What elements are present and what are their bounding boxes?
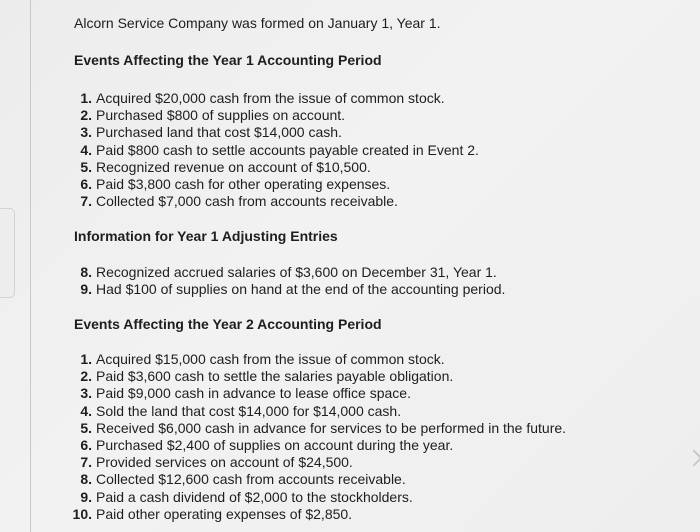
list-item-number: 3. — [80, 385, 92, 402]
list-item-number: 1. — [80, 90, 92, 106]
list-item-number: 4. — [80, 141, 92, 158]
list-item — [72, 437, 566, 454]
list-item-text: Acquired $20,000 cash from the issue of common stock. — [96, 90, 445, 106]
list-item — [72, 368, 566, 385]
list-item-number: 5. — [80, 419, 92, 436]
list-item-text: Paid $800 cash to settle accounts payable created in Event 2. — [96, 141, 479, 158]
list-item — [72, 176, 479, 193]
list-item — [72, 281, 505, 298]
list-item-number: 4. — [80, 402, 92, 419]
list-item — [72, 506, 566, 523]
list-item — [72, 471, 566, 488]
list-item-number: 7. — [80, 454, 92, 471]
list-item-number: 2. — [80, 368, 92, 385]
list-item-text: Provided services on account of $24,500. — [96, 454, 353, 471]
list-item — [72, 385, 566, 402]
adjusting-entries-list — [72, 264, 505, 298]
list-item-number: 8. — [80, 471, 92, 488]
list-item-number: 6. — [80, 175, 92, 192]
list-item — [72, 193, 479, 210]
list-item-text: Recognized accrued salaries of $3,600 on December 31, Year 1. — [96, 264, 497, 280]
list-item — [72, 351, 566, 368]
list-item-number: 9. — [80, 488, 92, 505]
year2-events-list — [72, 351, 566, 523]
list-item-text: Paid $9,000 cash in advance to lease office space. — [96, 385, 411, 402]
list-item-text: Paid $3,800 cash for other operating expenses. — [96, 175, 391, 192]
list-item-text: Sold the land that cost $14,000 for $14,000 cash. — [96, 402, 402, 419]
list-item-text: Paid other operating expenses of $2,850. — [96, 505, 353, 522]
list-item-number: 9. — [80, 281, 92, 298]
list-item-text: Received $6,000 cash in advance for services to be performed in the future. — [96, 419, 567, 436]
list-item-text: Purchased $800 of supplies on account. — [96, 107, 346, 124]
section-heading-adjusting-entries: Information for Year 1 Adjusting Entries — [74, 228, 338, 244]
list-item — [72, 420, 566, 437]
list-item — [72, 159, 479, 176]
list-item — [72, 90, 479, 107]
list-item-number: 1. — [80, 351, 92, 367]
list-item-text: Collected $12,600 cash from accounts receivable. — [96, 471, 406, 488]
list-item — [72, 454, 566, 471]
list-item-text: Recognized revenue on account of $10,500. — [96, 158, 371, 175]
list-item-text: Purchased land that cost $14,000 cash. — [96, 124, 342, 141]
list-item-text: Purchased $2,400 of supplies on account during the year. — [96, 436, 454, 453]
year1-events-list — [72, 90, 479, 210]
list-item-text: Collected $7,000 cash from accounts receivable. — [96, 193, 398, 210]
list-item-number: 3. — [80, 124, 92, 141]
list-item — [72, 142, 479, 159]
list-item-text: Acquired $15,000 cash from the issue of common stock. — [96, 351, 445, 367]
list-item — [72, 264, 505, 281]
list-item-number: 7. — [80, 193, 92, 210]
list-item-number: 8. — [80, 264, 92, 280]
list-item — [72, 489, 566, 506]
intro-text: Alcorn Service Company was formed on January 1, Year 1. — [74, 15, 441, 31]
list-item-number: 6. — [80, 436, 92, 453]
list-item-text: Had $100 of supplies on hand at the end of the accounting period. — [96, 281, 506, 298]
section-heading-year1-events: Events Affecting the Year 1 Accounting Period — [74, 52, 382, 68]
list-item — [72, 107, 479, 124]
list-item-text: Paid $3,600 cash to settle the salaries payable obligation. — [96, 368, 454, 385]
list-item-number: 2. — [80, 107, 92, 124]
list-item — [72, 124, 479, 141]
list-item-number: 5. — [80, 158, 92, 175]
section-heading-year2-events: Events Affecting the Year 2 Accounting Period — [74, 316, 382, 332]
list-item-number: 10. — [72, 505, 92, 522]
list-item-text: Paid a cash dividend of $2,000 to the stockholders. — [96, 488, 413, 505]
list-item — [72, 403, 566, 420]
